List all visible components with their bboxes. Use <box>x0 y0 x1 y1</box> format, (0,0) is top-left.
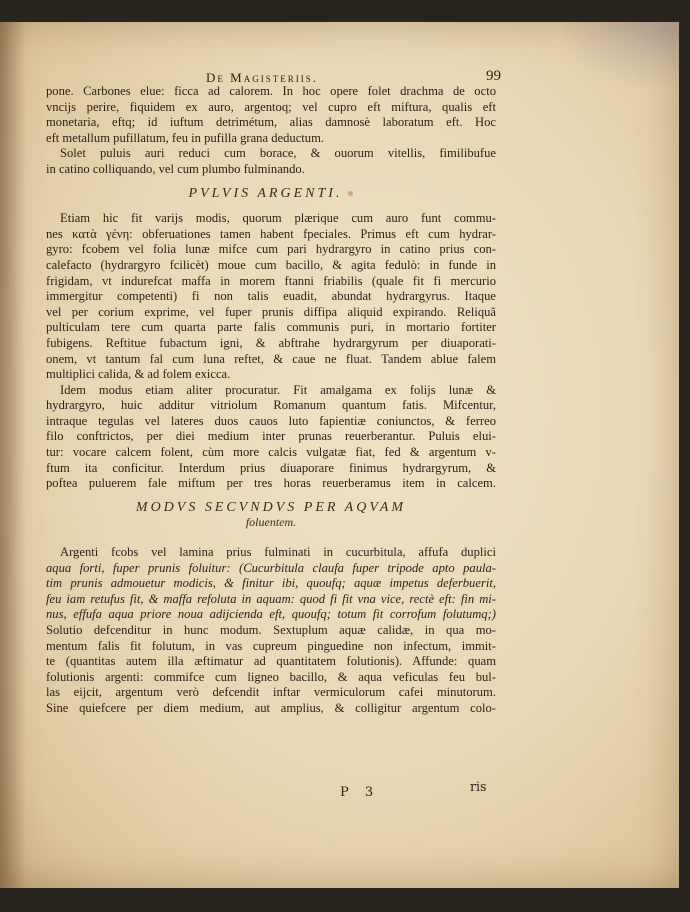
text-line: hydrargyro, huic additur vitriolum Romanum quantum fatis. Mifcentur, <box>46 398 496 413</box>
text-line: Solutio defcenditur in hunc modum. Sextuplum aquæ calidæ, in qua mo- <box>46 623 496 637</box>
text-line: pulticulam tere cum quarta parte falis communis puri, in mortario fortiter <box>46 320 496 335</box>
text-line: te (quantitas autem illa æftimatur ad quantitatem folutionis). Affunde: quam <box>46 654 496 669</box>
text-line: immergitur competenti) fi non talis euadit, abundat hydrargyrus. Itaque <box>46 289 496 304</box>
spacer <box>46 492 496 500</box>
heading-text: PVLVIS ARGENTI. <box>188 185 343 201</box>
text-line: gyro: fcobem vel folia lunæ mifce cum pari hydrargyro in catino prius con- <box>46 242 496 257</box>
main-text <box>46 84 496 717</box>
text-line: feu iam retufus fit, & maffa refoluta in aquam: quod fi fit vna vice, rectè eft: fin mi- <box>46 591 496 606</box>
section-heading-subtitle: foluentem. <box>245 515 297 530</box>
text-line: monetaria, eftq; id iuftum detrimétum, alias damnosè laboratum eft. Hoc <box>46 115 496 130</box>
text-line: filo conftrictos, per diei medium inter prunas reuerberantur. Puluis elui- <box>46 429 496 444</box>
running-title: De Magisteriis. <box>206 70 318 85</box>
text-line: ftum ita conficitur. Interdum prius diuaporare finimus hydrargyrum, & <box>46 460 496 475</box>
text-line: onem, vt tantum fal cum luna reftet, & caue ne fluat. Tandem ablue falem <box>46 351 496 366</box>
text-line: intraque tegulas vel lateres duos cauos luto fapientiæ coniunctos, & ferreo <box>46 413 496 428</box>
page-gutter-shadow <box>0 22 26 888</box>
text-line: pone. Carbones elue: ficca ad calorem. In hoc opere folet drachma de octo <box>46 84 496 98</box>
ornament-dot <box>348 191 353 196</box>
text-line: nus, effufa aqua priore noua adijcienda eft, quoufq; totum fit corrofum folutumq;) <box>46 607 496 622</box>
text-line: vel per corium exprime, vel fuper prunis diffipa aliquid expirando. Reliquã <box>46 304 496 319</box>
text-line: in catino colliquando, vel cum plumbo fulminando. <box>46 161 305 176</box>
book-page <box>0 22 679 888</box>
text-line: las eijcit, argentum verò defcendit inftar vermiculorum cafei minutorum. <box>46 685 496 700</box>
text-line: Solet puluis auri reduci cum borace, & ouorum vitellis, fimilibufue <box>60 146 496 161</box>
page-number: 99 <box>486 68 501 84</box>
text-line: fubigens. Reftitue fubactum igni, & abftrahe hydrargyrum per diuaporati- <box>46 335 496 350</box>
section-heading-pulvis-argenti <box>46 186 496 202</box>
text-line: Sine quiefcere per diem medium, aut amplius, & colligitur argentum colo- <box>46 700 496 715</box>
text-line: poftea puluerem fale miftum per tres horas reuerberamus item in calcem. <box>46 476 496 491</box>
text-line: eft metallum pufillatum, feu in pufilla grana deductum. <box>46 130 325 145</box>
text-line: multiplici calida, & ad folem exicca. <box>46 367 231 382</box>
text-line: nes κατὰ γένη: obferuationes tamen habent fpeciales. Primus eft cum hydrar- <box>46 226 496 241</box>
text-line: mentum falis fit folutum, in vas cupreum pinguedine non infectum, immit- <box>46 638 496 653</box>
signature-mark: P 3 <box>340 785 380 800</box>
paper-stain <box>559 22 679 92</box>
text-line: tim prunis admouetur modicis, & finitur ibi, quoufq; aquæ impetus deferbuerit, <box>46 576 496 591</box>
text-line: Idem modus etiam aliter procuratur. Fit amalgama ex folijs lunæ & <box>60 382 496 397</box>
text-line: Etiam hic fit varijs modis, quorum plærique cum auro funt commu- <box>60 211 496 226</box>
text-line: folutionis argenti: commifce cum ligneo bacillo, & aqua veficulas feu bul- <box>46 669 496 684</box>
text-line: tur: vocare calcem folent, cùm more calcis vulgatæ fiat, fed & argentum v- <box>46 445 496 460</box>
text-line: calefacto (hydrargyro fcilicèt) moue cum bacillo, & agita fedulò: in funde in <box>46 257 496 272</box>
section-heading-modus-secundus: MODVS SECVNDVS PER AQVAM <box>135 499 407 515</box>
text-line: vncijs perire, fiquidem ex auro, argentoq; vel cupro eft miftura, qualis eft <box>46 99 496 114</box>
text-line: aqua forti, fuper prunis foluitur: (Cucurbitula claufa fuper tripode apto paula- <box>46 560 496 575</box>
catchword: ris <box>470 779 487 794</box>
text-line: Argenti fcobs vel lamina prius fulminati in cucurbitula, affufa duplici <box>60 545 496 560</box>
text-line: frigidam, vt indurefcat maffa in morem ftanni friabilis (quale fit fi mercurio <box>46 273 496 288</box>
